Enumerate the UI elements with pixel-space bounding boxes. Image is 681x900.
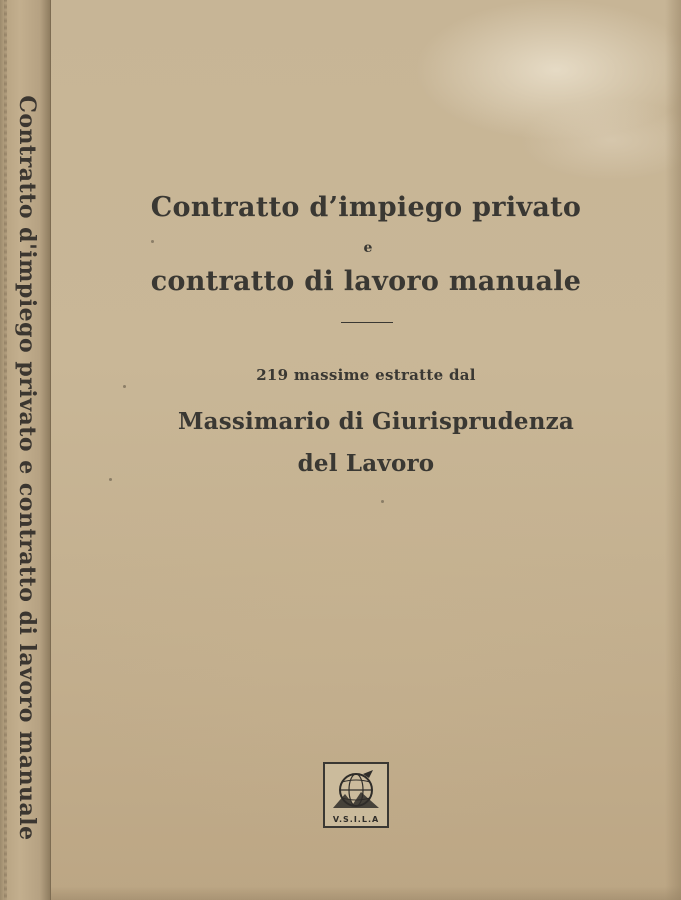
publisher-logo: [323, 762, 389, 828]
paper-speck: [123, 385, 126, 388]
spine-edge: [4, 0, 7, 900]
source-title-line-1: Massimario di Giurisprudenza: [177, 408, 575, 435]
publisher-logo-text: V.S.I.L.A: [332, 815, 380, 824]
title-line-2: contratto di lavoro manuale: [150, 266, 582, 297]
front-cover: [51, 0, 681, 900]
cover-bottom-edge: [51, 886, 681, 900]
title-divider: [341, 322, 393, 323]
title-conjunction: e: [363, 240, 373, 256]
title-line-1: Contratto d’impiego privato: [150, 192, 582, 223]
spine-title: Contratto d'impiego privato e contratto di lavoro manuale: [14, 95, 40, 841]
paper-speck: [109, 478, 112, 481]
subtitle: 219 massime estratte dal: [256, 366, 476, 384]
source-title-line-2: del Lavoro: [297, 450, 435, 477]
book-spine: [0, 0, 51, 900]
paper-speck: [381, 500, 384, 503]
